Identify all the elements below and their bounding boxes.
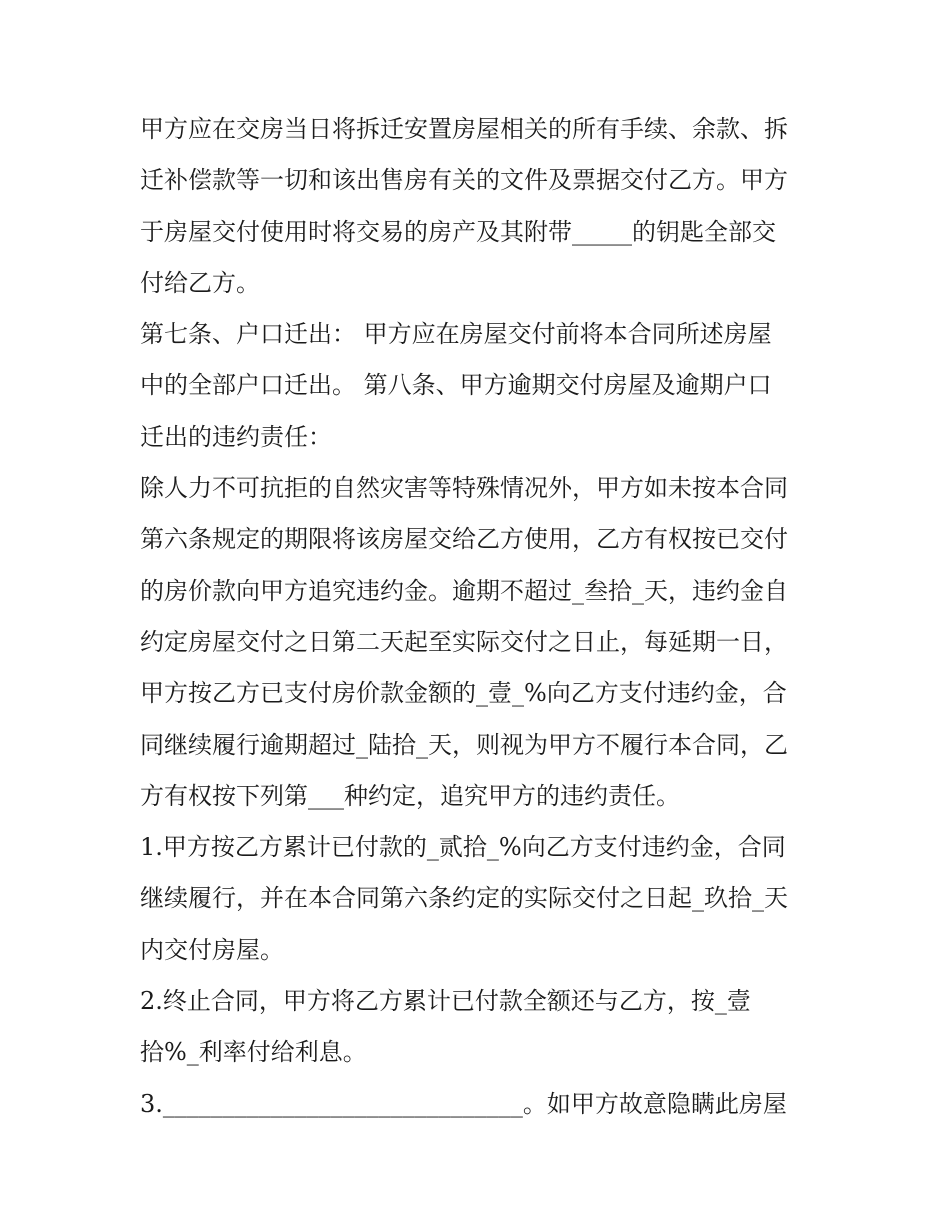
text-line: 方有权按下列第___种约定，追究甲方的违约责任。 xyxy=(140,781,680,810)
text-line: 甲方应在交房当日将拆迁安置房屋相关的所有手续、余款、拆 xyxy=(140,115,788,143)
text-line: 第七条、户口迁出： 甲方应在房屋交付前将本合同所述房屋 xyxy=(140,320,772,349)
text-line: 付给乙方。 xyxy=(140,268,260,297)
text-line: 于房屋交付使用时将交易的房产及其附带_____的钥匙全部交 xyxy=(140,217,776,246)
text-line: 除人力不可抗拒的自然灾害等特殊情况外，甲方如未按本合同 xyxy=(140,474,788,503)
text-line: 同继续履行逾期超过_陆拾_天，则视为甲方不履行本合同，乙 xyxy=(140,730,788,759)
text-line: 继续履行，并在本合同第六条约定的实际交付之日起_玖拾_天 xyxy=(140,884,788,913)
text-line: 迁补偿款等一切和该出售房有关的文件及票据交付乙方。甲方 xyxy=(140,166,788,195)
text-line: 迁出的违约责任： xyxy=(140,422,332,451)
text-line: 内交付房屋。 xyxy=(140,935,284,964)
text-line: 3.______________________________。如甲方故意隐瞒此房屋 xyxy=(140,1089,787,1118)
text-line: 的房价款向甲方追究违约金。逾期不超过_叁拾_天，违约金自 xyxy=(140,576,788,605)
text-line: 1.甲方按乙方累计已付款的_贰拾_%向乙方支付违约金，合同 xyxy=(140,833,786,862)
text-line: 2.终止合同，甲方将乙方累计已付款全额还与乙方，按_壹 xyxy=(140,987,751,1016)
text-line: 约定房屋交付之日第二天起至实际交付之日止，每延期一日， xyxy=(140,627,788,656)
text-line: 中的全部户口迁出。 第八条、甲方逾期交付房屋及逾期户口 xyxy=(140,371,772,400)
text-line: 第六条规定的期限将该房屋交给乙方使用，乙方有权按已交付 xyxy=(140,525,788,554)
text-line: 拾%_利率付给利息。 xyxy=(140,1038,367,1067)
contract-text xyxy=(140,104,820,1130)
text-line: 甲方按乙方已支付房价款金额的_壹_%向乙方支付违约金，合 xyxy=(140,679,787,708)
